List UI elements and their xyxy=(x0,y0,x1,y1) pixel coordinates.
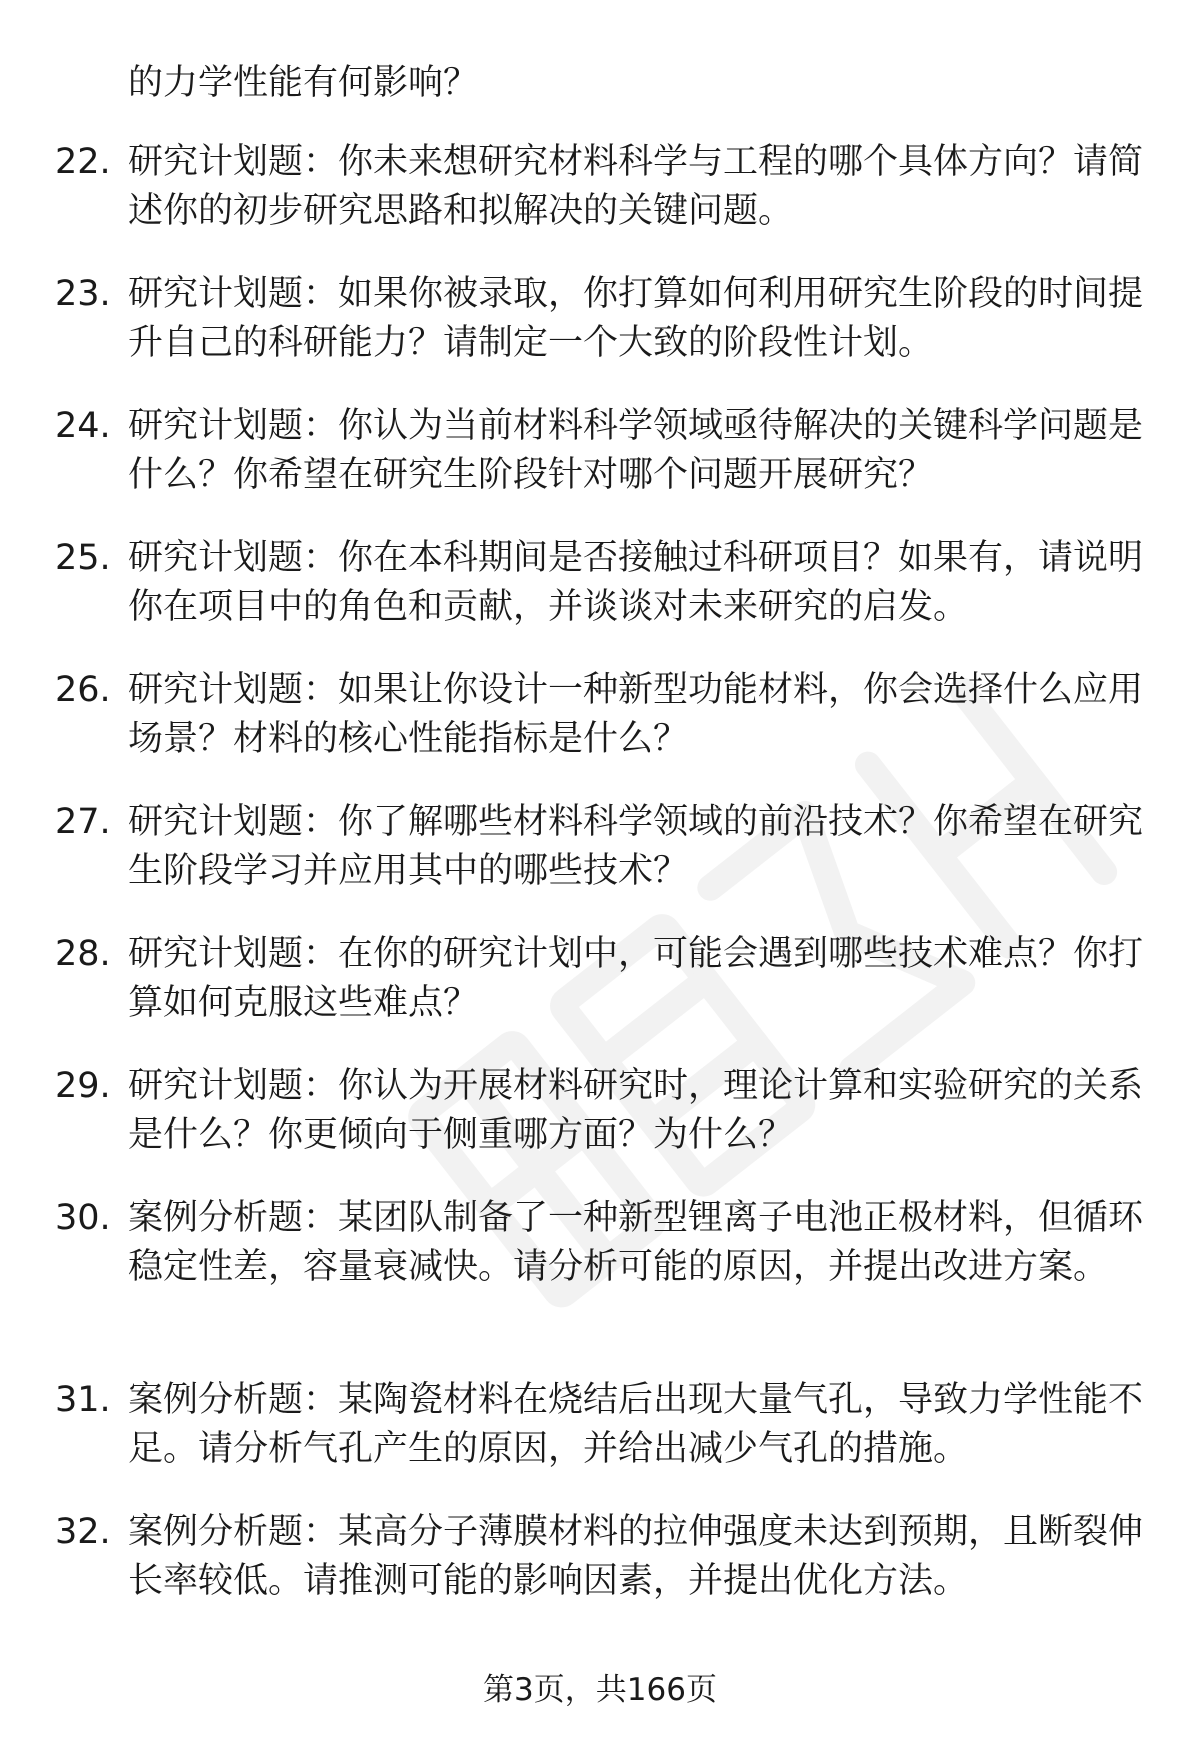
question-number: 22. xyxy=(55,142,111,182)
question-number: 29. xyxy=(55,1066,111,1106)
question-text: 研究计划题：你了解哪些材料科学领域的前沿技术？你希望在研究生阶段学习并应用其中的哪些技术？ xyxy=(128,802,1144,891)
page-footer: 第3页，共166页 xyxy=(483,1672,717,1708)
question-list xyxy=(0,138,1200,1640)
list-item xyxy=(0,666,1200,764)
list-item xyxy=(0,1194,1200,1342)
question-text: 案例分析题：某高分子薄膜材料的拉伸强度未达到预期，且断裂伸长率较低。请推测可能的影响因素，并提出优化方法。 xyxy=(128,1512,1144,1601)
list-item xyxy=(0,402,1200,500)
list-item xyxy=(0,798,1200,896)
question-number: 30. xyxy=(55,1198,111,1238)
question-number: 23. xyxy=(55,274,111,314)
question-number: 31. xyxy=(55,1380,111,1420)
list-item xyxy=(0,270,1200,368)
list-item xyxy=(0,138,1200,236)
question-text: 研究计划题：如果你被录取，你打算如何利用研究生阶段的时间提升自己的科研能力？请制定一个大致的阶段性计划。 xyxy=(128,274,1144,363)
question-number: 28. xyxy=(55,934,111,974)
list-item xyxy=(0,1062,1200,1160)
question-number: 24. xyxy=(55,406,111,446)
question-number: 32. xyxy=(55,1512,111,1552)
question-text: 案例分析题：某团队制备了一种新型锂离子电池正极材料，但循环稳定性差，容量衰减快。请分析可能的原因，并提出改进方案。 xyxy=(128,1198,1144,1287)
question-text: 研究计划题：在你的研究计划中，可能会遇到哪些技术难点？你打算如何克服这些难点？ xyxy=(128,934,1144,1023)
list-item xyxy=(0,1376,1200,1474)
list-item xyxy=(0,1508,1200,1606)
list-item xyxy=(0,930,1200,1028)
question-text: 研究计划题：你认为当前材料科学领域亟待解决的关键科学问题是什么？你希望在研究生阶段针对哪个问题开展研究？ xyxy=(128,406,1144,495)
question-text: 案例分析题：某陶瓷材料在烧结后出现大量气孔，导致力学性能不足。请分析气孔产生的原因，并给出减少气孔的措施。 xyxy=(128,1380,1144,1469)
question-text: 研究计划题：你认为开展材料研究时，理论计算和实验研究的关系是什么？你更倾向于侧重哪方面？为什么？ xyxy=(128,1066,1144,1155)
question-number: 25. xyxy=(55,538,111,578)
question-text: 研究计划题：如果让你设计一种新型功能材料，你会选择什么应用场景？材料的核心性能指标是什么？ xyxy=(128,670,1144,759)
question-number: 27. xyxy=(55,802,111,842)
question-text: 研究计划题：你未来想研究材料科学与工程的哪个具体方向？请简述你的初步研究思路和拟解决的关键问题。 xyxy=(128,142,1144,231)
question-number: 26. xyxy=(55,670,111,710)
question-continuation-text: 的力学性能有何影响？ xyxy=(128,63,479,103)
list-item xyxy=(0,534,1200,632)
question-text: 研究计划题：你在本科期间是否接触过科研项目？如果有，请说明你在项目中的角色和贡献，并谈谈对未来研究的启发。 xyxy=(128,538,1144,627)
